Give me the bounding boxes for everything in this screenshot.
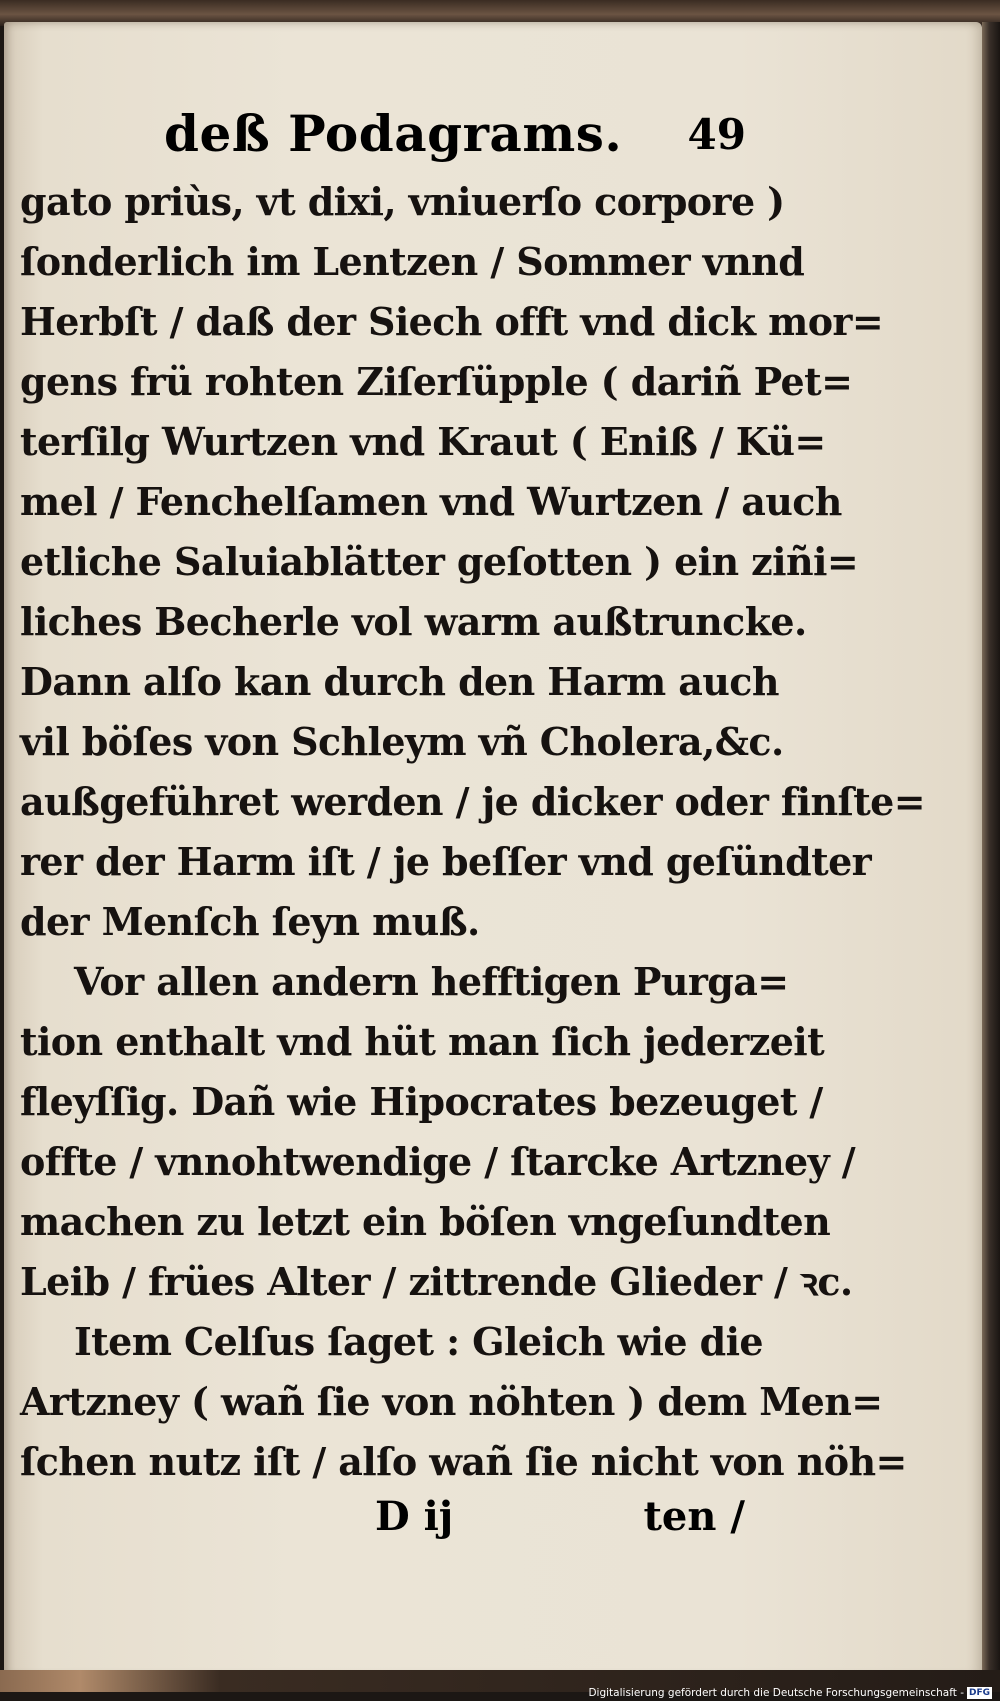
text-line: gens frü rohten Ziſerſüpple ( dariñ Pet= — [20, 359, 853, 404]
credit-text: Digitalisierung gefördert durch die Deutsche Forschungsgemeinschaft - — [588, 1687, 964, 1699]
digitization-credit — [588, 1686, 992, 1701]
running-head — [164, 104, 754, 174]
text-line: fleyſſig. Dañ wie Hipocrates bezeuget / — [20, 1079, 823, 1124]
text-line: rer der Harm iſt / je beſſer vnd geſündter — [20, 839, 872, 884]
catchword: ten / — [643, 1493, 745, 1540]
text-line: machen zu letzt ein böſen vngeſundten — [20, 1199, 831, 1244]
book-page — [4, 22, 982, 1677]
text-line: Dann alſo kan durch den Harm auch — [20, 659, 779, 704]
page-footer-line — [20, 1487, 750, 1547]
book-fore-edge — [982, 22, 1000, 1677]
dfg-logo: DFG — [968, 1688, 990, 1698]
text-line: Vor allen andern hefftigen Purga= — [74, 959, 789, 1004]
text-line: Artzney ( wañ ſie von nöhten ) dem Men= — [20, 1379, 883, 1424]
text-line: der Menſch ſeyn muß. — [20, 899, 480, 944]
text-line: vil böſes von Schleym vñ Cholera,&c. — [20, 719, 784, 764]
text-line: offte / vnnohtwendige / ſtarcke Artzney / — [20, 1139, 856, 1184]
text-line: ſchen nutz iſt / alſo wañ ſie nicht von nöh= — [20, 1439, 907, 1484]
text-line: tion enthalt vnd hüt man ſich jederzeit — [20, 1019, 825, 1064]
text-line: ſonderlich im Lentzen / Sommer vnnd — [20, 239, 805, 284]
text-line: Herbſt / daß der Siech offt vnd dick mor= — [20, 299, 884, 344]
page-number: 49 — [687, 110, 746, 159]
text-line: mel / Fenchelſamen vnd Wurtzen / auch — [20, 479, 842, 524]
text-line: terſilg Wurtzen vnd Kraut ( Eniß / Kü= — [20, 419, 826, 464]
signature-mark: D ij — [375, 1493, 454, 1540]
text-line: Item Celſus ſaget : Gleich wie die — [74, 1319, 763, 1364]
text-line: außgeführet werden / je dicker oder finſte= — [20, 779, 925, 824]
text-line: gato priùs, vt dixi, vniuerſo corpore ) — [20, 179, 785, 224]
text-line: liches Becherle vol warm außtruncke. — [20, 599, 807, 644]
text-line: etliche Saluiablätter geſotten ) ein ziñi= — [20, 539, 859, 584]
running-title: deß Podagrams. — [164, 104, 623, 163]
text-line: Leib / frües Alter / zittrende Glieder / ꝛc. — [20, 1259, 853, 1304]
